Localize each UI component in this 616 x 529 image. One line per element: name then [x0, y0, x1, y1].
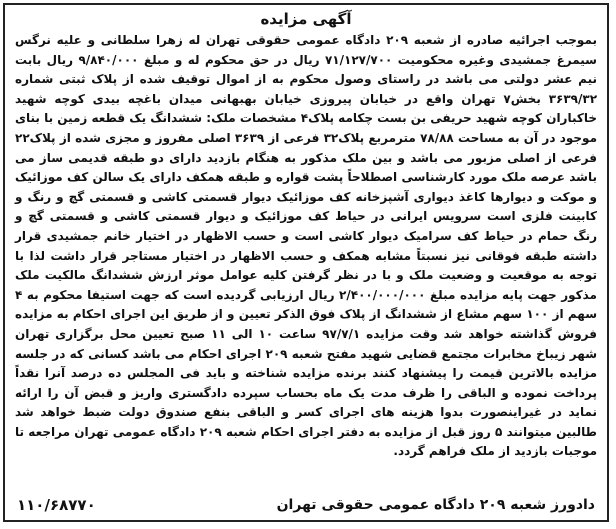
- notice-footer: [17, 494, 595, 516]
- notice-signature: دادورز شعبه ۲۰۹ دادگاه عمومی حقوقی تهران: [276, 497, 595, 513]
- notice-title: آگهی مزایده: [260, 10, 352, 28]
- notice-body: بموجب اجرائیه صادره از شعبه ۲۰۹ دادگاه عمومی حقوقی تهران له زهرا سلطانی و علیه نرگس سیمرغ جمشیدی وغیره محکومیت ۷۱/۱۲۷/۷۰۰ ریال در حق محکوم له و مبلغ ۹/۸۴۰/۰۰۰ ریال بابت نیم عشر دولتی می باشد در راستای وصول محکوم به از اموال توقیف شده از پلاک ثبتی شماره ۳۶۳۹/۳۲ بخش۷ تهران واقع در خیابان پیروزی خیابان بهبهانی میدان باغچه بیدی کوچه شهید خاکباران کوچه شهید حریفی بن بست چکامه پلاک۴ مشخصات ملک: ششدانگ یک قطعه زمین با بنای موجود در آن به مساحت ۷۸/۸۸ مترمربع پلاک۳۲ فرعی از ۳۶۳۹ اصلی مفروز و مجزی شده از پلاک۲۲ فرعی از اصلی مزبور می باشد و بین ملک مذکور به هنگام بازدید دارای دو طبقه قدیمی ساز می باشد عرصه ملک مورد کارشناسی اصطلاحاً پشت قواره و طبقه همکف دارای یک سالن کف موزائیک و موکت و دیوارها کاغذ دیواری آشپزخانه کف موزائیک دیوار قسمتی کاشی و قسمتی گچ و رنگ و کابینت فلزی است سرویس ایرانی در حیاط کف موزائیک و دیوار قسمتی کاشی و قسمتی گچ و رنگ حمام در حیاط کف سرامیک دیوار کاشی است و حسب الاظهار در اختیار خانم جمشیدی قرار داشته طبقه فوقانی نیز نسبتاً مشابه همکف و حسب الاظهار در اختیار مستاجر قرار داشت لذا با توجه به موقعیت و وضعیت ملک و با در نظر گرفتن کلیه عوامل موثر ارزش ششدانگ مالکیت ملک مذکور جهت پایه مزایده مبلغ ۲/۴۰۰/۰۰۰/۰۰۰ ریال ارزیابی گردیده است که جهت استیفا محکوم به ۴ سهم از ۱۰۰ سهم مشاع از ششدانگ از پلاک فوق الذکر تعیین و از طریق این اجرای احکام به مزایده فروش گذاشته خواهد شد وقت مزایده ۹۷/۷/۱ ساعت ۱۰ الی ۱۱ صبح تعیین محل برگزاری تهران شهر زیباخ مخابرات مجتمع قضایی شهید مفتح شعبه ۲۰۹ اجرای احکام می باشد کسانی که در جلسه مزایده بالاترین قیمت را پیشنهاد کنند برنده مزایده شناخته و باید فی المجلس ده درصد آنرا نقداً پرداخت نموده و الباقی را ظرف مدت یک ماه بحساب سپرده دادگستری واریز و قبض آن را ارائه نماید در غیراینصورت بدوا هزینه های اجرای کسر و الباقی بنفع صندوق دولت ضبط خواهد شد طالبین میتوانند ۵ روز قبل از مزایده به دفتر اجرای احکام شعبه ۲۰۹ دادگاه عمومی تهران مراجعه تا موجبات بازدید از ملک فراهم گردد.: [15, 33, 598, 459]
- auction-notice: [15, 9, 597, 462]
- reference-number: ۱۱۰/۶۸۷۷۰: [17, 496, 96, 514]
- notice-frame: [3, 3, 609, 522]
